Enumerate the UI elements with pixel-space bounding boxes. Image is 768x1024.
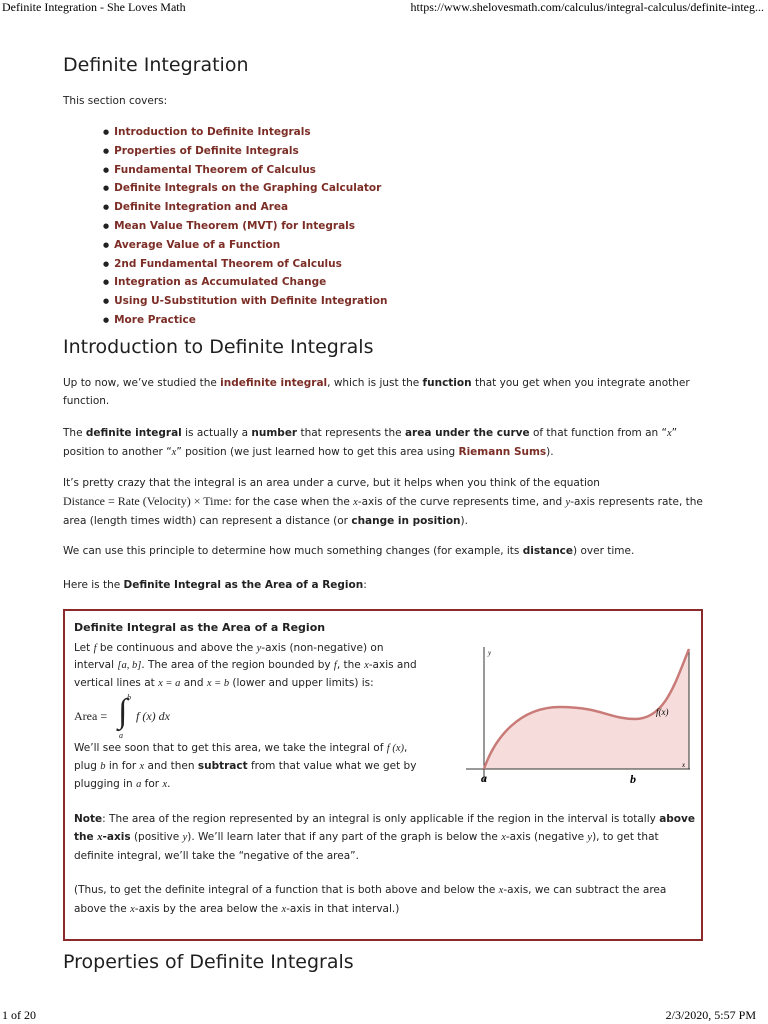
riemann-sums-link[interactable]: Riemann Sums: [458, 446, 547, 458]
y-axis-label: y: [488, 649, 492, 657]
paragraph-here-is: Here is the Definite Integral as the Area of a Region:: [63, 579, 367, 591]
box-line: We’ll see soon that to get this area, we take the integral of f (x),: [74, 742, 408, 754]
box-title: Definite Integral as the Area of a Region: [74, 621, 326, 634]
print-header: [0, 0, 768, 16]
toc-item[interactable]: ● Definite Integration and Area: [103, 199, 387, 218]
toc-item[interactable]: ● 2nd Fundamental Theorem of Calculus: [103, 256, 387, 275]
x-axis-label: x: [682, 761, 686, 769]
print-url[interactable]: https://www.shelovesmath.com/calculus/integral-calculus/definite-integ...: [410, 0, 764, 14]
covers-intro: This section covers:: [63, 95, 168, 107]
toc-item[interactable]: ● More Practice: [103, 312, 387, 331]
intro-heading: Introduction to Definite Integrals: [63, 336, 374, 358]
print-datetime: 2/3/2020, 5:57 PM: [665, 1008, 756, 1022]
paragraph-definite: The definite integral is actually a number that represents the area under the curve of that function from an “x” position to another “x” position (we just learned how to get this area using Riemann Sums).: [63, 427, 678, 458]
a-label: a: [481, 771, 487, 785]
box-note: Note: The area of the region represented by an integral is only applicable if the region in the interval is totally above the x-axis (positive y). We’ll learn later that if any part of the graph is below the x-axis (negative y), to get that definite integral, we’ll take the “negative of the area”.: [74, 813, 695, 862]
toc-item[interactable]: ● Integration as Accumulated Change: [103, 274, 387, 293]
area-graph: [460, 645, 692, 785]
box-line: Let f be continuous and above the y-axis (non-negative) on: [74, 642, 384, 654]
toc-item[interactable]: ● Fundamental Theorem of Calculus: [103, 162, 387, 181]
indefinite-integral-link[interactable]: indefinite integral: [220, 377, 328, 389]
section-toc: [103, 124, 387, 331]
toc-item[interactable]: ● Average Value of a Function: [103, 237, 387, 256]
toc-item[interactable]: ● Introduction to Definite Integrals: [103, 124, 387, 143]
properties-heading: Properties of Definite Integrals: [63, 951, 354, 973]
box-line: vertical lines at x = a and x = b (lower and upper limits) is:: [74, 677, 374, 689]
print-footer: [0, 1008, 768, 1024]
area-formula: Area = ∫ b a f (x) dx: [74, 693, 170, 740]
box-thus: (Thus, to get the definite integral of a function that is both above and below the x-axis, we can subtract the area above the x-axis by the area below the x-axis in that interval.): [74, 884, 667, 915]
page-title: Definite Integration: [63, 54, 249, 76]
paragraph-distance: It’s pretty crazy that the integral is an area under a curve, but it helps when you think of the equation Distance = Rate (Velocity) × Time: for the case when the x-axis of the curve represents time, and y-axis represents rate, the area (length times width) can represent a distance (or change in position).: [63, 477, 703, 527]
definition-box: [63, 609, 703, 941]
fx-label: f(x): [656, 707, 669, 717]
page-number: 1 of 20: [2, 1008, 36, 1022]
print-page-title: Definite Integration - She Loves Math: [2, 0, 186, 14]
box-line: plug b in for x and then subtract from that value what we get by: [74, 760, 417, 772]
paragraph-intro: Up to now, we’ve studied the indefinite integral, which is just the function that you get when you integrate another function.: [63, 377, 690, 407]
toc-item[interactable]: ● Mean Value Theorem (MVT) for Integrals: [103, 218, 387, 237]
box-line: interval [a, b]. The area of the region bounded by f, the x-axis and: [74, 659, 417, 671]
toc-item[interactable]: ● Definite Integrals on the Graphing Calculator: [103, 180, 387, 199]
toc-item[interactable]: ● Properties of Definite Integrals: [103, 143, 387, 162]
toc-item[interactable]: ● Using U-Substitution with Definite Integration: [103, 293, 387, 312]
b-label: b: [630, 772, 636, 785]
box-line: plugging in a for x.: [74, 778, 171, 790]
paragraph-principle: We can use this principle to determine how much something changes (for example, its distance) over time.: [63, 545, 635, 557]
